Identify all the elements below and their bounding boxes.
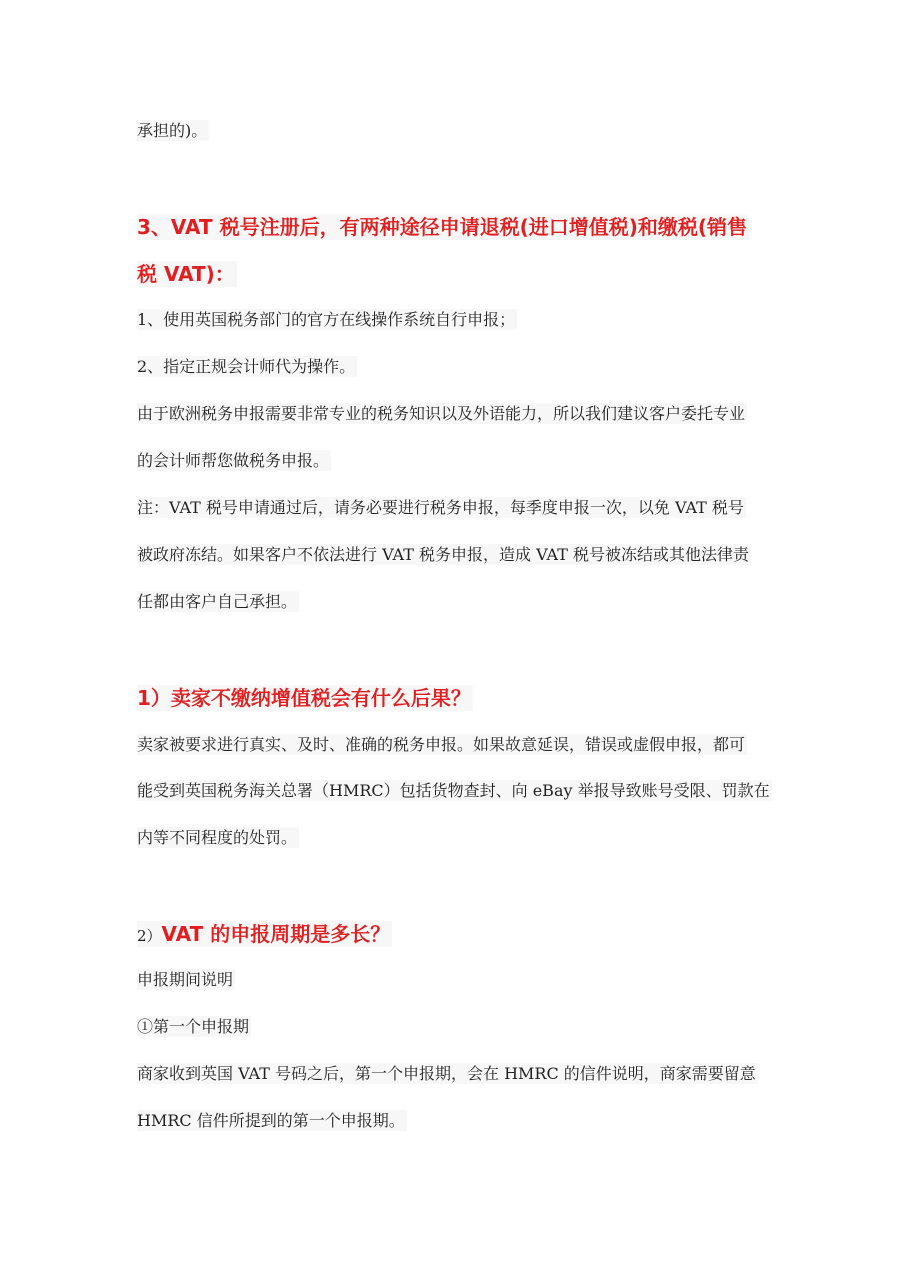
question-heading <box>137 920 392 950</box>
subheading-line: ①第一个申报期 <box>137 1017 250 1036</box>
paragraph-line: 承担的)。 <box>137 121 208 140</box>
section-heading: 3、VAT 税号注册后，有两种途径申请退税(进口增值税)和缴税(销售 <box>137 215 747 239</box>
paragraph-line: 由于欧洲税务申报需要非常专业的税务知识以及外语能力，所以我们建议客户委托专业 <box>137 404 746 423</box>
note-line: 注：VAT 税号申请通过后，请务必要进行税务申报，每季度申报一次，以免 VAT 税号 <box>137 498 744 517</box>
paragraph-line: 商家收到英国 VAT 号码之后，第一个申报期，会在 HMRC 的信件说明，商家需要留意 <box>137 1064 756 1083</box>
list-item: 1、使用英国税务部门的官方在线操作系统自行申报； <box>137 310 516 329</box>
paragraph-line: 能受到英国税务海关总署（HMRC）包括货物查封、向 eBay 举报导致账号受限、罚款在 <box>137 781 770 800</box>
list-item: 2、指定正规会计师代为操作。 <box>137 357 356 376</box>
section-heading-continued: 税 VAT)： <box>137 262 235 286</box>
paragraph-line: 卖家被要求进行真实、及时、准确的税务申报。如果故意延误，错误或虚假申报，都可 <box>137 735 746 754</box>
note-line: 被政府冻结。如果客户不依法进行 VAT 税务申报，造成 VAT 税号被冻结或其他法律责 <box>137 545 749 564</box>
question-text: VAT 的申报周期是多长？ <box>161 922 391 946</box>
question-number: 2） <box>137 927 162 945</box>
paragraph-line: 内等不同程度的处罚。 <box>137 828 298 847</box>
paragraph-line: HMRC 信件所提到的第一个申报期。 <box>137 1111 405 1130</box>
note-line: 任都由客户自己承担。 <box>137 592 298 611</box>
paragraph-line: 的会计师帮您做税务申报。 <box>137 451 330 470</box>
question-heading: 1）卖家不缴纳增值税会有什么后果？ <box>137 686 471 710</box>
subheading-line: 申报期间说明 <box>137 970 234 989</box>
